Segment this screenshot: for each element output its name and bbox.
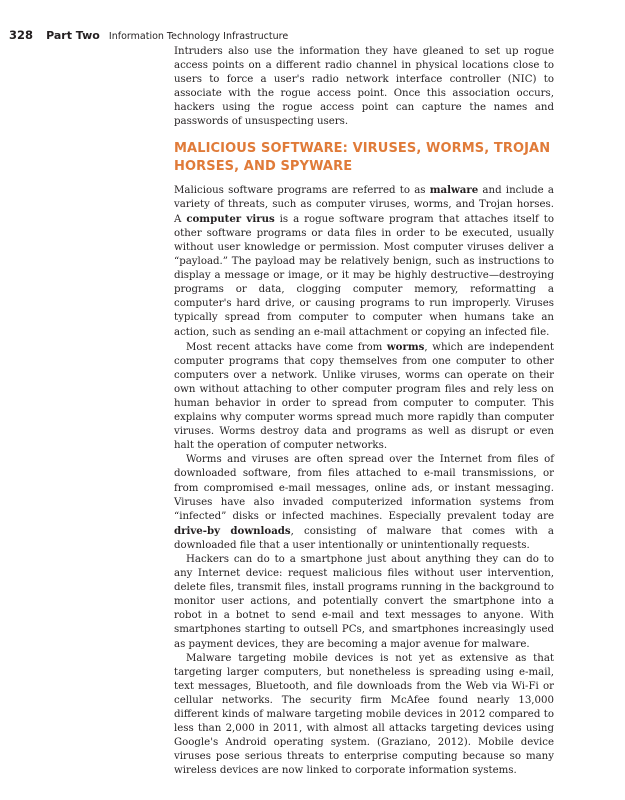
key-term-worms: worms xyxy=(386,340,425,353)
section-heading: MALICIOUS SOFTWARE: VIRUSES, WORMS, TROJAN HORSES, AND SPYWARE xyxy=(174,140,551,174)
key-term-computer-virus: computer virus xyxy=(186,212,275,225)
paragraph-smartphones: Hackers can do to a smartphone just about anything they can do to any Internet device: request malicious files without user intervention, delete files, transmit files, install programs running in the background to monitor user actions, and potentially convert the smartphone into a robot in a botnet to send e-mail and text messages to anyone. With smartphones starting to outsell PCs, and smartphones increasingly used as payment devices, they are becoming a major avenue for malware. xyxy=(174,554,554,650)
paragraph-worms: Most recent attacks have come from worms, which are independent computer programs that copy themselves from one computer to other computers over a network. Unlike viruses, worms can operate on their own without attaching to other computer program files and rely less on human behavior in order to spread from computer to computer. This explains why computer worms spread much more rapidly than computer viruses. Worms destroy data and programs as well as disrupt or even halt the operation of computer networks. xyxy=(174,340,554,452)
part-subject: Information Technology Infrastructure xyxy=(108,31,289,42)
key-term-drive-by-downloads: drive-by downloads xyxy=(174,524,291,537)
paragraph-drive-by-downloads: Worms and viruses are often spread over the Internet from files of downloaded software, from files attached to e-mail transmissions, or from compromised e-mail messages, online ads, or instant messaging. Viruses have also invaded computerized information systems from “infected” disks or infected machines. Especially prevalent today are drive-by downloads, consisting of malware that comes with a downloaded file that a user intentionally or unintentionally requests. xyxy=(174,454,554,551)
part-label: Part Two xyxy=(46,29,100,42)
key-term-malware: malware xyxy=(429,183,479,196)
page-number: 328 xyxy=(9,28,34,42)
page-body xyxy=(174,45,554,779)
paragraph-malware: Malicious software programs are referred to as malware and include a variety of threats, such as computer viruses, worms, and Trojan horses. A computer virus is a rogue software program that attaches itself to other software programs or data files in order to be executed, usually without user knowledge or permission. Most computer viruses deliver a “payload.” The payload may be relatively benign, such as instructions to display a message or image, or it may be highly destructive—destroying programs or data, clogging computer memory, reformatting a computer's hard drive, or causing programs to run improperly. Viruses typically spread from computer to computer when humans take an action, such as sending an e-mail attachment or copying an infected file. xyxy=(174,183,554,338)
intro-paragraph: Intruders also use the information they have gleaned to set up rogue access points on a different radio channel in physical locations close to users to force a user's radio network interface controller (NIC) to associate with the rogue access point. Once this association occurs, hackers using the rogue access point can capture the names and passwords of unsuspecting users. xyxy=(174,46,554,128)
paragraph-mobile-malware: Malware targeting mobile devices is not yet as extensive as that targeting larger computers, but nonetheless is spreading using e-mail, text messages, Bluetooth, and file downloads from the Web via Wi-Fi or cellular networks. The security firm McAfee found nearly 13,000 different kinds of malware targeting mobile devices in 2012 compared to less than 2,000 in 2011, with almost all attacks targeting devices using Google's Android operating system. (Graziano, 2012). Mobile device viruses pose serious threats to enterprise computing because so many wireless devices are now linked to corporate information systems. xyxy=(174,652,554,777)
running-header xyxy=(9,24,288,43)
